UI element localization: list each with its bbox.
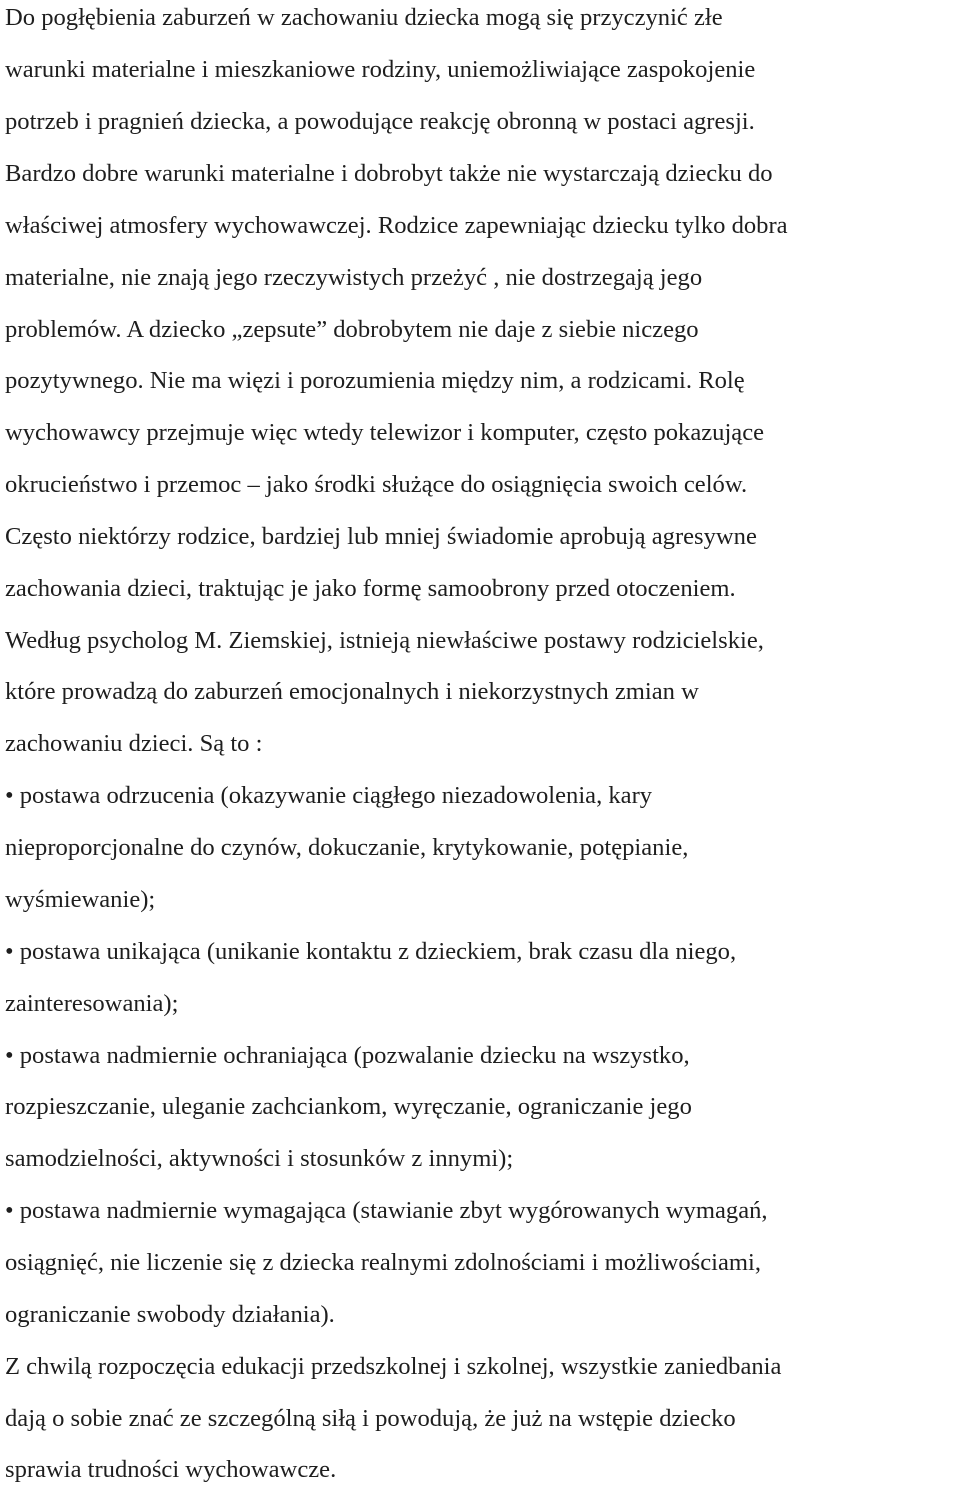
text-line: które prowadzą do zaburzeń emocjonalnych i niekorzystnych zmian w	[5, 678, 699, 705]
text-line: Bardzo dobre warunki materialne i dobrobyt także nie wystarczają dziecku do	[5, 160, 773, 187]
text-line: ograniczanie swobody działania).	[5, 1301, 335, 1328]
text-line: zachowania dzieci, traktując je jako formę samoobrony przed otoczeniem.	[5, 575, 736, 602]
text-line: osiągnięć, nie liczenie się z dziecka realnymi zdolnościami i możliwościami,	[5, 1249, 761, 1276]
text-line: zainteresowania);	[5, 990, 179, 1017]
text-line: sprawia trudności wychowawcze.	[5, 1456, 337, 1483]
list-item-line: • postawa nadmiernie ochraniająca (pozwalanie dziecku na wszystko,	[5, 1042, 690, 1069]
list-item-line: • postawa odrzucenia (okazywanie ciągłego niezadowolenia, kary	[5, 782, 653, 809]
text-line: rozpieszczanie, uleganie zachciankom, wyręczanie, ograniczanie jego	[5, 1093, 692, 1120]
text-line: dają o sobie znać ze szczególną siłą i powodują, że już na wstępie dziecko	[5, 1405, 736, 1432]
text-line: Do pogłębienia zaburzeń w zachowaniu dziecka mogą się przyczynić złe	[5, 4, 723, 31]
text-line: właściwej atmosfery wychowawczej. Rodzice zapewniając dziecku tylko dobra	[5, 212, 788, 239]
text-line: materialne, nie znają jego rzeczywistych przeżyć , nie dostrzegają jego	[5, 264, 703, 291]
text-line: potrzeb i pragnień dziecka, a powodujące reakcję obronną w postaci agresji.	[5, 108, 755, 135]
text-line: Według psycholog M. Ziemskiej, istnieją niewłaściwe postawy rodzicielskie,	[5, 627, 764, 654]
text-line: okrucieństwo i przemoc – jako środki służące do osiągnięcia swoich celów.	[5, 471, 748, 498]
text-line: Z chwilą rozpoczęcia edukacji przedszkolnej i szkolnej, wszystkie zaniedbania	[5, 1353, 782, 1380]
text-line: samodzielności, aktywności i stosunków z innymi);	[5, 1145, 514, 1172]
list-item-line: • postawa nadmiernie wymagająca (stawianie zbyt wygórowanych wymagań,	[5, 1197, 768, 1224]
text-line: wyśmiewanie);	[5, 886, 156, 913]
text-line: Często niektórzy rodzice, bardziej lub mniej świadomie aprobują agresywne	[5, 523, 757, 550]
list-item-line: • postawa unikająca (unikanie kontaktu z dzieckiem, brak czasu dla niego,	[5, 938, 737, 965]
text-line: wychowawcy przejmuje więc wtedy telewizor i komputer, często pokazujące	[5, 419, 765, 446]
text-line: pozytywnego. Nie ma więzi i porozumienia między nim, a rodzicami. Rolę	[5, 367, 745, 394]
text-line: warunki materialne i mieszkaniowe rodziny, uniemożliwiające zaspokojenie	[5, 56, 756, 83]
text-line: nieproporcjonalne do czynów, dokuczanie, krytykowanie, potępianie,	[5, 834, 689, 861]
text-line: problemów. A dziecko „zepsute” dobrobytem nie daje z siebie niczego	[5, 316, 699, 343]
text-line: zachowaniu dzieci. Są to :	[5, 730, 263, 757]
